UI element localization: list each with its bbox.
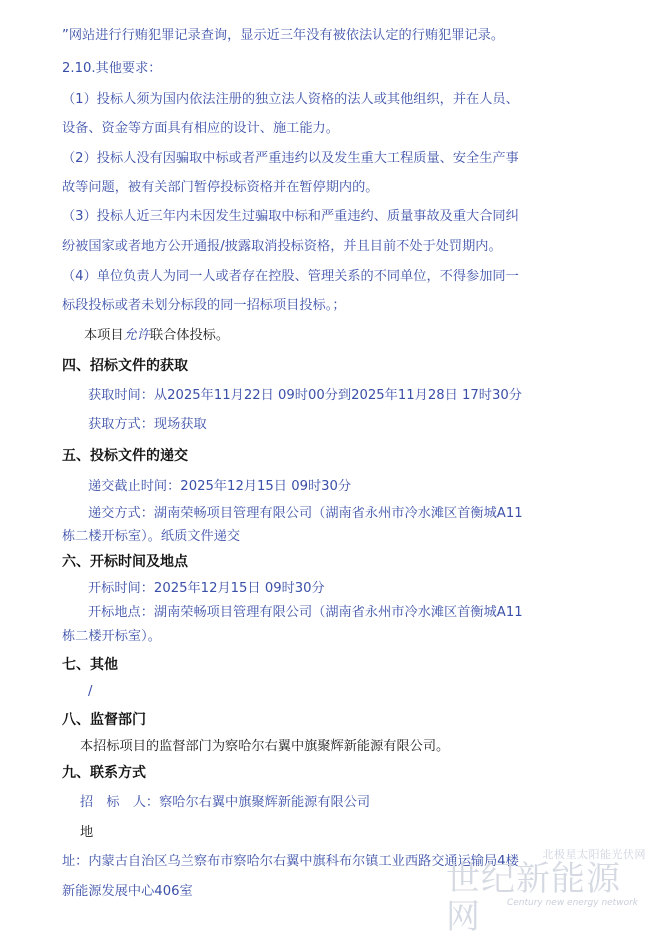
paragraph-line: （4）单位负责人为同一人或者存在控股、管理关系的不同单位，不得参加同一 (62, 269, 519, 284)
consortium-prefix: 本项目 (84, 328, 124, 343)
submit-place-cont: 栋二楼开标室）。纸质文件递交 (62, 529, 241, 544)
section-heading: 五、投标文件的递交 (62, 448, 188, 464)
address-label: 地 (80, 825, 94, 840)
paragraph-line: （2）投标人没有因骗取中标或者严重违约以及发生重大工程质量、安全生产事 (62, 151, 519, 166)
paragraph-line: （1）投标人须为国内依法注册的独立法人资格的法人或其他组织，并在人员、 (62, 92, 519, 107)
tenderer-line: 招 标 人：察哈尔右翼中旗聚辉新能源有限公司 (80, 795, 371, 810)
section-heading: 四、招标文件的获取 (62, 358, 188, 374)
acquire-time: 获取时间：从2025年11月22日 09时00分到2025年11月28日 17时30分 (88, 388, 522, 403)
paragraph-line: 纷被国家或者地方公开通报/披露取消投标资格，并且目前不处于处罚期内。 (62, 239, 502, 254)
consortium-keyword: 允许 (123, 328, 150, 343)
section-heading: 六、开标时间及地点 (62, 554, 188, 570)
section-heading: 九、联系方式 (62, 765, 146, 781)
paragraph-line: ”网站进行行贿犯罪记录查询，显示近三年没有被依法认定的行贿犯罪记录。 (62, 28, 505, 43)
submit-deadline: 递交截止时间：2025年12月15日 09时30分 (88, 479, 352, 494)
other-body: / (88, 684, 93, 699)
paragraph-line: 故等问题，被有关部门暂停投标资格并在暂停期内的。 (62, 180, 379, 195)
watermark-top: 北极星太阳能光伏网 (542, 848, 646, 861)
address-line: 址：内蒙古自治区乌兰察布市察哈尔右翼中旗科布尔镇工业西路交通运输局4楼 (62, 854, 519, 869)
section-heading: 七、其他 (62, 657, 118, 673)
consortium-line (84, 327, 229, 345)
acquire-method: 获取方式：现场获取 (88, 417, 207, 432)
subsection-title: 2.10.其他要求： (62, 61, 162, 76)
watermark-logo: 世纪新能源网 (446, 859, 621, 937)
opening-time: 开标时间：2025年12月15日 09时30分 (88, 581, 325, 596)
paragraph-line: 标段投标或者未划分标段的同一招标项目投标。； (62, 298, 346, 313)
address-line-cont: 新能源发展中心406室 (62, 884, 193, 899)
submit-place: 递交方式：湖南荣畅项目管理有限公司（湖南省永州市冷水滩区首衡城A11 (88, 506, 523, 521)
consortium-suffix: 联合体投标。 (149, 328, 230, 343)
paragraph-line: （3）投标人近三年内未因发生过骗取中标和严重违约、质量事故及重大合同纠 (62, 209, 519, 224)
paragraph-line: 设备、资金等方面具有相应的设计、施工能力。 (62, 121, 339, 136)
opening-place: 开标地点：湖南荣畅项目管理有限公司（湖南省永州市冷水滩区首衡城A11 (88, 605, 523, 620)
section-heading: 八、监督部门 (62, 712, 146, 728)
watermark-sub: Century new energy network (506, 898, 638, 908)
watermark (446, 846, 646, 937)
opening-place-cont: 栋二楼开标室）。 (62, 629, 161, 644)
supervision-body: 本招标项目的监督部门为察哈尔右翼中旗聚辉新能源有限公司。 (80, 739, 450, 754)
